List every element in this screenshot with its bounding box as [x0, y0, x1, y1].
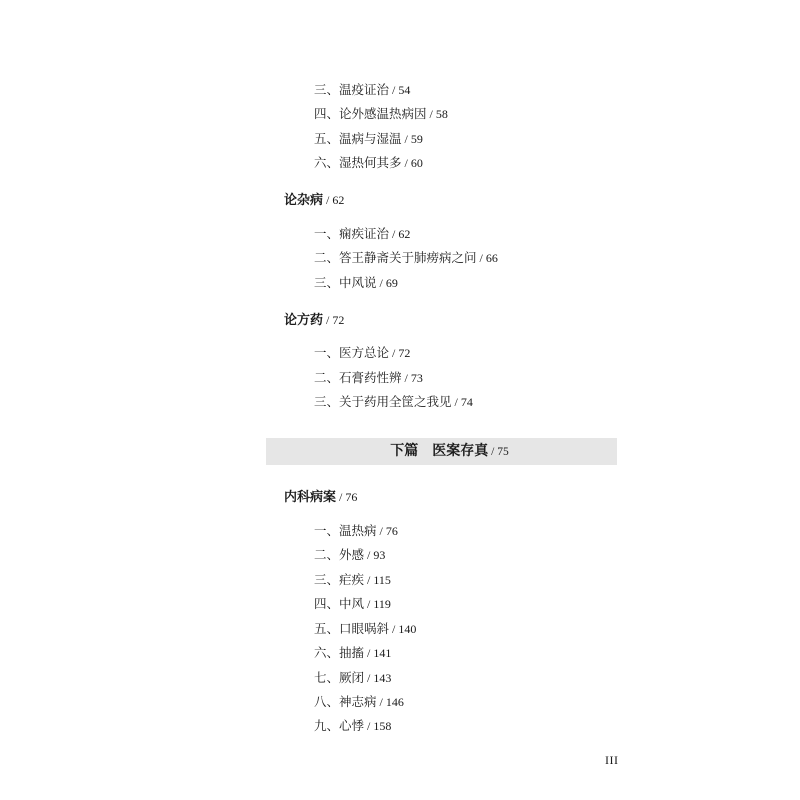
toc-entry	[314, 392, 473, 412]
toc-entry	[314, 104, 448, 124]
toc-entry-page: / 146	[376, 695, 404, 709]
toc-section-page: / 62	[323, 193, 345, 207]
toc-entry-label: 三、温疫证治	[314, 82, 390, 97]
toc-entry-label: 八、神志病	[314, 694, 377, 709]
toc-entry-label: 三、中风说	[314, 275, 377, 290]
toc-section-label: 内科病案	[284, 490, 337, 505]
toc-entry	[314, 273, 398, 293]
toc-entry	[314, 692, 404, 712]
toc-entry-page: / 58	[426, 107, 448, 121]
toc-entry	[314, 594, 391, 614]
toc-entry	[314, 80, 410, 100]
part-heading	[266, 438, 617, 465]
toc-section-page: / 72	[323, 313, 345, 327]
toc-entry-page: / 141	[364, 646, 392, 660]
toc-entry	[314, 248, 498, 268]
toc-section-heading	[284, 310, 344, 330]
toc-entry-label: 三、疟疾	[314, 572, 365, 587]
toc-entry-page: / 59	[401, 132, 423, 146]
toc-entry	[314, 343, 410, 363]
toc-entry	[314, 570, 391, 590]
toc-entry-page: / 158	[364, 719, 392, 733]
part-heading-bar	[266, 438, 617, 465]
toc-entry-label: 七、厥闭	[314, 670, 365, 685]
toc-entry-page: / 60	[401, 156, 423, 170]
toc-entry-label: 二、外感	[314, 547, 365, 562]
toc-entry-page: / 54	[389, 83, 411, 97]
toc-section-label: 论杂病	[284, 193, 324, 208]
toc-section-heading	[284, 487, 357, 507]
toc-entry	[314, 619, 416, 639]
part-heading-label: 下篇 医案存真	[390, 443, 489, 459]
toc-entry-label: 三、关于药用全筐之我见	[314, 394, 452, 409]
toc-section-label: 论方药	[284, 313, 324, 328]
toc-entry-page: / 140	[389, 622, 417, 636]
toc-entry-label: 四、论外感温热病因	[314, 106, 427, 121]
toc-entry-page: / 76	[376, 524, 398, 538]
toc-entry	[314, 129, 423, 149]
toc-entry	[314, 224, 410, 244]
toc-entry-page: / 66	[476, 251, 498, 265]
toc-entry-page: / 73	[401, 371, 423, 385]
toc-entry	[314, 668, 391, 688]
toc-entry-label: 二、石膏药性辨	[314, 370, 402, 385]
toc-entry-page: / 72	[389, 346, 411, 360]
toc-entry-page: / 143	[364, 671, 392, 685]
toc-entry-page: / 115	[364, 573, 391, 587]
toc-entry-page: / 74	[451, 395, 473, 409]
toc-section-heading	[284, 190, 344, 210]
toc-section-page: / 76	[336, 490, 358, 504]
toc-entry	[314, 368, 423, 388]
page-number: III	[605, 753, 619, 767]
toc-entry-label: 五、口眼㖞斜	[314, 621, 390, 636]
toc-entry-label: 二、答王静斋关于肺痨病之问	[314, 250, 477, 265]
toc-entry-label: 六、抽搐	[314, 645, 365, 660]
toc-entry-label: 六、湿热何其多	[314, 155, 402, 170]
toc-entry	[314, 153, 423, 173]
toc-entry-page: / 69	[376, 276, 398, 290]
toc-entry	[314, 716, 391, 736]
toc-entry-page: / 119	[364, 597, 391, 611]
toc-entry-label: 五、温病与湿温	[314, 131, 402, 146]
toc-entry-page: / 93	[364, 548, 386, 562]
toc-entry	[314, 643, 391, 663]
toc-entry-label: 一、温热病	[314, 523, 377, 538]
toc-entry-label: 一、医方总论	[314, 345, 390, 360]
toc-entry-label: 九、心悸	[314, 718, 365, 733]
toc-entry	[314, 521, 398, 541]
toc-entry-page: / 62	[389, 227, 411, 241]
toc-entry	[314, 545, 385, 565]
part-heading-page: / 75	[488, 446, 509, 458]
toc-entry-label: 一、痫疾证治	[314, 226, 390, 241]
toc-entry-label: 四、中风	[314, 596, 365, 611]
